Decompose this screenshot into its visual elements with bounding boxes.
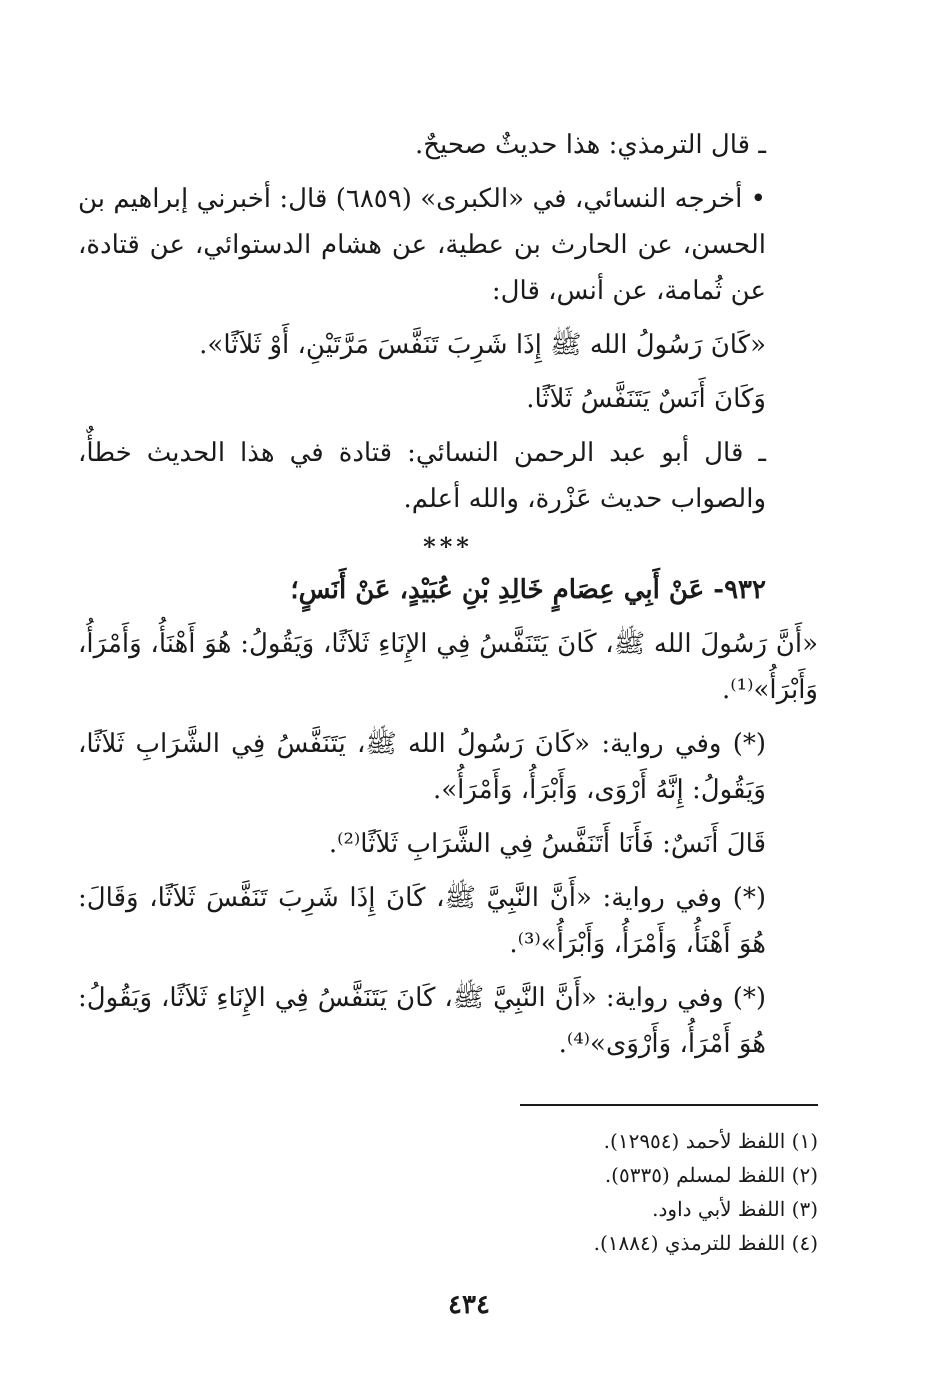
nasai-comment: ـ قال أبو عبد الرحمن النسائي: قتادة في هذا الحديث خطأٌ، والصواب حديث عَزْرة، والله أعلم. — [78, 438, 766, 514]
narration-variant-1: (*) وفي رواية: «كَانَ رَسُولُ الله ﷺ، يَتَنَفَّسُ فِي الشَّرَابِ ثَلاَثًا، وَيَقُولُ: إِنَّهُ أَرْوَى، وَأَبْرَأُ، وَأَمْرَأُ». — [78, 729, 766, 805]
footnote-divider — [520, 1104, 818, 1106]
footnote-1: (١) اللفظ لأحمد (١٢٩٥٤). — [603, 1129, 818, 1153]
hadith-text: «كَانَ رَسُولُ الله ﷺ إِذَا شَرِبَ تَنَفَّسَ مَرَّتَيْنِ، أَوْ ثَلاَثًا». — [199, 330, 766, 360]
anas-practice: وَكَانَ أَنَسٌ يَتَنَفَّسُ ثَلاَثًا. — [526, 384, 766, 414]
narration-variant-3: (*) وفي رواية: «أَنَّ النَّبِيَّ ﷺ، كَانَ يَتَنَفَّسُ فِي الإِنَاءِ ثَلاَثًا، وَيَقُولُ: هُوَ أَمْرَأُ، وَأَرْوَى»⁽⁴⁾. — [78, 983, 766, 1059]
footnote-3: (٣) اللفظ لأبي داود. — [652, 1197, 818, 1221]
hadith-932-heading: ٩٣٢- عَنْ أَبِي عِصَامٍ خَالِدِ بْنِ عُبَيْدٍ، عَنْ أَنَسٍ؛ — [290, 575, 766, 605]
main-text — [78, 122, 818, 1075]
page-number: ٤٣٤ — [448, 1290, 490, 1320]
narration-variant-2: (*) وفي رواية: «أَنَّ النَّبِيَّ ﷺ، كَانَ إِذَا شَرِبَ تَنَفَّسَ ثَلاَثًا، وَقَالَ: هُوَ أَهْنَأُ، وَأَمْرَأُ، وَأَبْرَأُ»⁽³⁾. — [78, 883, 766, 959]
nasai-takhrij: • أخرجه النسائي، في «الكبرى» (٦٨٥٩) قال: أخبرني إبراهيم بن الحسن، عن الحارث بن عطية، عن هشام الدستوائي، عن قتادة، عن ثُمامة، عن أنس، قال: — [78, 184, 766, 306]
footnotes — [300, 1124, 818, 1260]
footnote-4: (٤) اللفظ للترمذي (١٨٨٤). — [593, 1231, 818, 1255]
footnote-2: (٢) اللفظ لمسلم (٥٣٣٥). — [604, 1163, 818, 1187]
hadith-932-text: «أَنَّ رَسُولَ الله ﷺ، كَانَ يَتَنَفَّسُ فِي الإِنَاءِ ثَلاَثًا، وَيَقُولُ: هُوَ أَهْنَأُ، وَأَمْرَأُ، وَأَبْرَأُ»⁽¹⁾. — [78, 629, 818, 705]
tirmidhi-grading: ـ قال الترمذي: هذا حديثٌ صحيحٌ. — [414, 130, 766, 160]
section-separator: *** — [423, 532, 473, 561]
anas-statement: قَالَ أَنَسٌ: فَأَنَا أَتَنَفَّسُ فِي الشَّرَابِ ثَلاَثًا⁽²⁾. — [328, 829, 766, 859]
